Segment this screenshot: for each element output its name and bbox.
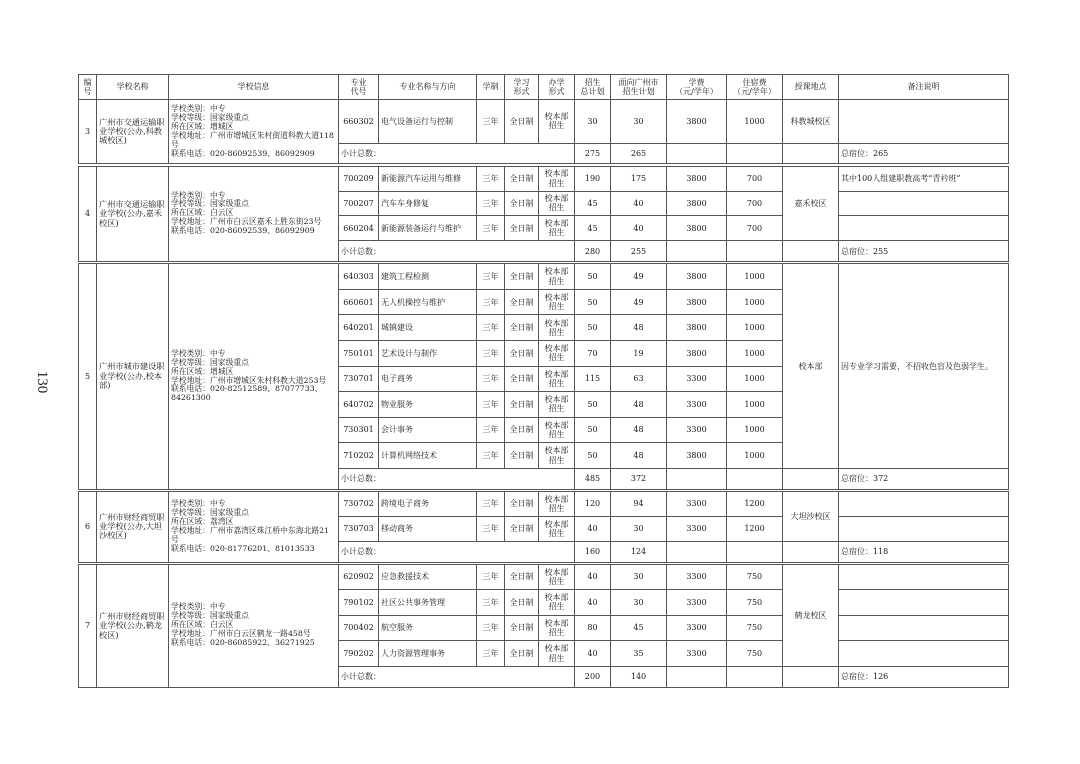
guangzhou-plan: 30: [611, 590, 667, 616]
tuition: 3300: [667, 564, 727, 590]
program-length: 三年: [477, 366, 505, 392]
subtotal-location-empty: [783, 241, 839, 262]
major-name: 城镇建设: [379, 315, 477, 341]
tuition: 3300: [667, 491, 727, 516]
remark: [839, 99, 1009, 143]
school-mode: 校本部招生: [539, 564, 575, 590]
subtotal-dorm-empty: [727, 241, 783, 262]
program-length: 三年: [477, 166, 505, 191]
guangzhou-plan: 35: [611, 641, 667, 667]
study-form: 全日制: [505, 216, 539, 241]
subtotal-dorm-empty: [727, 468, 783, 489]
tuition: 3800: [667, 341, 727, 367]
total-plan: 50: [575, 392, 611, 418]
total-plan: 40: [575, 590, 611, 616]
school-number: 7: [79, 564, 97, 687]
program-length: 三年: [477, 564, 505, 590]
major-name: 建筑工程检测: [379, 264, 477, 290]
total-plan: 30: [575, 99, 611, 143]
dorm-capacity-note: 总宿位：255: [839, 241, 1009, 262]
study-form: 全日制: [505, 641, 539, 667]
subtotal-tuition-empty: [667, 468, 727, 489]
tuition: 3300: [667, 590, 727, 616]
dorm-fee: 1000: [727, 417, 783, 443]
subtotal-total: 485: [575, 468, 611, 489]
major-name: 汽车车身修复: [379, 191, 477, 216]
subtotal-location-empty: [783, 143, 839, 164]
header-row: [79, 75, 1009, 100]
dorm-fee: 700: [727, 191, 783, 216]
major-name: 应急救援技术: [379, 564, 477, 590]
program-length: 三年: [477, 264, 505, 290]
guangzhou-plan: 94: [611, 491, 667, 516]
remark: 其中100人组建职教高考“青衿班”: [839, 166, 1009, 191]
major-code: 620902: [339, 564, 379, 590]
tuition: 3800: [667, 99, 727, 143]
school-mode: 校本部招生: [539, 366, 575, 392]
subtotal-total: 280: [575, 241, 611, 262]
tuition: 3300: [667, 417, 727, 443]
major-code: 700402: [339, 615, 379, 641]
school-name: 广州市财经商贸职业学校(公办,大坦沙校区): [97, 491, 169, 562]
school-mode: 校本部招生: [539, 315, 575, 341]
dorm-fee: 1200: [727, 516, 783, 541]
teaching-location: 大坦沙校区: [783, 491, 839, 541]
major-name: 跨境电子商务: [379, 491, 477, 516]
header-cell: 学制: [477, 75, 505, 100]
dorm-fee: 750: [727, 564, 783, 590]
school-number: 5: [79, 264, 97, 489]
major-name: 无人机操控与维护: [379, 289, 477, 315]
school-name: 广州市财经商贸职业学校(公办,鹤龙校区): [97, 564, 169, 687]
major-name: 社区公共事务管理: [379, 590, 477, 616]
header-cell: 学习 形式: [505, 75, 539, 100]
tuition: 3300: [667, 366, 727, 392]
remark: [839, 641, 1009, 667]
tuition: 3800: [667, 166, 727, 191]
program-length: 三年: [477, 216, 505, 241]
total-plan: 190: [575, 166, 611, 191]
remark: [839, 191, 1009, 216]
program-length: 三年: [477, 99, 505, 143]
subtotal-tuition-empty: [667, 143, 727, 164]
guangzhou-plan: 49: [611, 289, 667, 315]
guangzhou-plan: 45: [611, 615, 667, 641]
school-info: 学校类别：中专 学校等级：国家级重点 所在区域：荔湾区 学校地址：广州市荔湾区珠江桥中东海北路21号 联系电话：020-81776201、81013533: [169, 491, 339, 562]
header-cell: 办学 形式: [539, 75, 575, 100]
subtotal-guangzhou: 372: [611, 468, 667, 489]
major-name: 人力资源管理事务: [379, 641, 477, 667]
subtotal-label: 小计总数：: [339, 666, 575, 687]
subtotal-tuition-empty: [667, 541, 727, 562]
school-mode: 校本部招生: [539, 166, 575, 191]
subtotal-label: 小计总数：: [339, 468, 575, 489]
subtotal-location-empty: [783, 541, 839, 562]
dorm-capacity-note: 总宿位：372: [839, 468, 1009, 489]
remark: 因专业学习需要，不招收色盲及色弱学生。: [839, 264, 1009, 469]
tuition: 3300: [667, 392, 727, 418]
dorm-fee: 1000: [727, 99, 783, 143]
header-cell: 备注说明: [839, 75, 1009, 100]
study-form: 全日制: [505, 443, 539, 469]
teaching-location: 鹤龙校区: [783, 564, 839, 666]
subtotal-tuition-empty: [667, 666, 727, 687]
major-code: 660601: [339, 289, 379, 315]
subtotal-guangzhou: 255: [611, 241, 667, 262]
dorm-capacity-note: 总宿位：118: [839, 541, 1009, 562]
guangzhou-plan: 40: [611, 191, 667, 216]
study-form: 全日制: [505, 366, 539, 392]
program-length: 三年: [477, 315, 505, 341]
subtotal-total: 160: [575, 541, 611, 562]
subtotal-guangzhou: 140: [611, 666, 667, 687]
dorm-fee: 1000: [727, 443, 783, 469]
dorm-fee: 1000: [727, 315, 783, 341]
school-mode: 校本部招生: [539, 641, 575, 667]
total-plan: 40: [575, 641, 611, 667]
major-code: 730701: [339, 366, 379, 392]
remark: [839, 590, 1009, 616]
subtotal-tuition-empty: [667, 241, 727, 262]
tuition: 3300: [667, 516, 727, 541]
total-plan: 40: [575, 564, 611, 590]
major-code: 790102: [339, 590, 379, 616]
header-cell: 授课地点: [783, 75, 839, 100]
dorm-fee: 1000: [727, 341, 783, 367]
table-row: [79, 564, 1009, 590]
major-code: 790202: [339, 641, 379, 667]
study-form: 全日制: [505, 564, 539, 590]
header-cell: 招生 总计划: [575, 75, 611, 100]
major-code: 700207: [339, 191, 379, 216]
total-plan: 50: [575, 443, 611, 469]
study-form: 全日制: [505, 289, 539, 315]
major-code: 750101: [339, 341, 379, 367]
guangzhou-plan: 30: [611, 516, 667, 541]
dorm-fee: 700: [727, 166, 783, 191]
program-length: 三年: [477, 641, 505, 667]
subtotal-guangzhou: 265: [611, 143, 667, 164]
school-mode: 校本部招生: [539, 590, 575, 616]
school-mode: 校本部招生: [539, 216, 575, 241]
major-name: 计算机网络技术: [379, 443, 477, 469]
guangzhou-plan: 30: [611, 99, 667, 143]
remark: [839, 216, 1009, 241]
school-mode: 校本部招生: [539, 289, 575, 315]
dorm-fee: 700: [727, 216, 783, 241]
study-form: 全日制: [505, 166, 539, 191]
program-length: 三年: [477, 590, 505, 616]
major-code: 660204: [339, 216, 379, 241]
total-plan: 50: [575, 315, 611, 341]
school-mode: 校本部招生: [539, 443, 575, 469]
subtotal-total: 275: [575, 143, 611, 164]
dorm-fee: 1000: [727, 289, 783, 315]
subtotal-label: 小计总数：: [339, 241, 575, 262]
page-number: 130: [33, 370, 50, 394]
study-form: 全日制: [505, 417, 539, 443]
program-length: 三年: [477, 392, 505, 418]
major-name: 新能源汽车运用与维修: [379, 166, 477, 191]
study-form: 全日制: [505, 590, 539, 616]
guangzhou-plan: 48: [611, 315, 667, 341]
major-code: 710202: [339, 443, 379, 469]
study-form: 全日制: [505, 315, 539, 341]
tuition: 3800: [667, 315, 727, 341]
study-form: 全日制: [505, 516, 539, 541]
teaching-location: 校本部: [783, 264, 839, 469]
study-form: 全日制: [505, 392, 539, 418]
school-mode: 校本部招生: [539, 341, 575, 367]
dorm-fee: 750: [727, 615, 783, 641]
subtotal-label: 小计总数：: [339, 143, 575, 164]
program-length: 三年: [477, 615, 505, 641]
major-name: 移动商务: [379, 516, 477, 541]
dorm-fee: 1200: [727, 491, 783, 516]
dorm-capacity-note: 总宿位：265: [839, 143, 1009, 164]
total-plan: 120: [575, 491, 611, 516]
major-code: 640702: [339, 392, 379, 418]
program-length: 三年: [477, 491, 505, 516]
header-cell: 专业名称与方向: [379, 75, 477, 100]
program-length: 三年: [477, 516, 505, 541]
school-mode: 校本部招生: [539, 516, 575, 541]
guangzhou-plan: 48: [611, 443, 667, 469]
tuition: 3800: [667, 191, 727, 216]
remark: [839, 516, 1009, 541]
school-info: 学校类别：中专 学校等级：国家级重点 所在区域：白云区 学校地址：广州市白云区鹤龙一路458号 联系电话：020-86085922、36271925: [169, 564, 339, 687]
school-info: 学校类别：中专 学校等级：国家级重点 所在区域：增城区 学校地址：广州市增城区朱村街道科教大道118号 联系电话：020-86092539、86092909: [169, 99, 339, 163]
subtotal-label: 小计总数：: [339, 541, 575, 562]
study-form: 全日制: [505, 191, 539, 216]
major-code: 640201: [339, 315, 379, 341]
total-plan: 45: [575, 191, 611, 216]
total-plan: 45: [575, 216, 611, 241]
dorm-fee: 1000: [727, 366, 783, 392]
subtotal-dorm-empty: [727, 143, 783, 164]
guangzhou-plan: 48: [611, 417, 667, 443]
guangzhou-plan: 63: [611, 366, 667, 392]
guangzhou-plan: 40: [611, 216, 667, 241]
header-cell: 面向广州市 招生计划: [611, 75, 667, 100]
program-length: 三年: [477, 341, 505, 367]
major-code: 730702: [339, 491, 379, 516]
major-code: 640303: [339, 264, 379, 290]
major-name: 物业服务: [379, 392, 477, 418]
table-row: [79, 491, 1009, 516]
subtotal-total: 200: [575, 666, 611, 687]
school-mode: 校本部招生: [539, 191, 575, 216]
table-row: [79, 264, 1009, 290]
major-code: 730301: [339, 417, 379, 443]
school-number: 3: [79, 99, 97, 163]
header-cell: 住宿费 （元/学年）: [727, 75, 783, 100]
total-plan: 40: [575, 516, 611, 541]
total-plan: 50: [575, 289, 611, 315]
tuition: 3300: [667, 615, 727, 641]
major-code: 660302: [339, 99, 379, 143]
dorm-fee: 1000: [727, 392, 783, 418]
school-info: 学校类别：中专 学校等级：国家级重点 所在区域：白云区 学校地址：广州市白云区嘉禾上胜东街23号 联系电话：020-86092539、86092909: [169, 166, 339, 262]
enrollment-table: [78, 74, 1009, 688]
major-name: 会计事务: [379, 417, 477, 443]
guangzhou-plan: 19: [611, 341, 667, 367]
dorm-fee: 1000: [727, 264, 783, 290]
study-form: 全日制: [505, 264, 539, 290]
school-mode: 校本部招生: [539, 615, 575, 641]
school-mode: 校本部招生: [539, 99, 575, 143]
tuition: 3800: [667, 443, 727, 469]
school-name: 广州市交通运输职业学校(公办,科教城校区): [97, 99, 169, 163]
tuition: 3800: [667, 216, 727, 241]
major-name: 艺术设计与制作: [379, 341, 477, 367]
school-mode: 校本部招生: [539, 417, 575, 443]
study-form: 全日制: [505, 491, 539, 516]
subtotal-dorm-empty: [727, 666, 783, 687]
total-plan: 50: [575, 264, 611, 290]
school-number: 6: [79, 491, 97, 562]
study-form: 全日制: [505, 615, 539, 641]
subtotal-location-empty: [783, 666, 839, 687]
school-mode: 校本部招生: [539, 264, 575, 290]
remark: [839, 491, 1009, 516]
dorm-capacity-note: 总宿位：126: [839, 666, 1009, 687]
header-cell: 专业 代号: [339, 75, 379, 100]
guangzhou-plan: 48: [611, 392, 667, 418]
guangzhou-plan: 30: [611, 564, 667, 590]
major-name: 新能源装备运行与维护: [379, 216, 477, 241]
tuition: 3300: [667, 641, 727, 667]
dorm-fee: 750: [727, 641, 783, 667]
header-cell: 学校名称: [97, 75, 169, 100]
tuition: 3800: [667, 264, 727, 290]
dorm-fee: 750: [727, 590, 783, 616]
table-row: [79, 99, 1009, 143]
guangzhou-plan: 49: [611, 264, 667, 290]
major-name: 电气设备运行与控制: [379, 99, 477, 143]
major-name: 航空服务: [379, 615, 477, 641]
total-plan: 70: [575, 341, 611, 367]
major-code: 700209: [339, 166, 379, 191]
teaching-location: 嘉禾校区: [783, 166, 839, 241]
table-row: [79, 166, 1009, 191]
school-number: 4: [79, 166, 97, 262]
school-mode: 校本部招生: [539, 392, 575, 418]
remark: [839, 615, 1009, 641]
program-length: 三年: [477, 443, 505, 469]
major-name: 电子商务: [379, 366, 477, 392]
header-cell: 编 号: [79, 75, 97, 100]
header-cell: 学校信息: [169, 75, 339, 100]
total-plan: 80: [575, 615, 611, 641]
study-form: 全日制: [505, 341, 539, 367]
subtotal-dorm-empty: [727, 541, 783, 562]
major-code: 730703: [339, 516, 379, 541]
remark: [839, 564, 1009, 590]
school-mode: 校本部招生: [539, 491, 575, 516]
school-name: 广州市交通运输职业学校(公办,嘉禾校区): [97, 166, 169, 262]
teaching-location: 科教城校区: [783, 99, 839, 143]
school-name: 广州市城市建设职业学校(公办,校本部): [97, 264, 169, 489]
guangzhou-plan: 175: [611, 166, 667, 191]
total-plan: 115: [575, 366, 611, 392]
study-form: 全日制: [505, 99, 539, 143]
subtotal-guangzhou: 124: [611, 541, 667, 562]
total-plan: 50: [575, 417, 611, 443]
subtotal-location-empty: [783, 468, 839, 489]
program-length: 三年: [477, 191, 505, 216]
school-info: 学校类别：中专 学校等级：国家级重点 所在区域：增城区 学校地址：广州市增城区朱村科教大道253号 联系电话：020-82512589、87077733、84261300: [169, 264, 339, 489]
program-length: 三年: [477, 289, 505, 315]
program-length: 三年: [477, 417, 505, 443]
header-cell: 学费 （元/学年）: [667, 75, 727, 100]
tuition: 3800: [667, 289, 727, 315]
